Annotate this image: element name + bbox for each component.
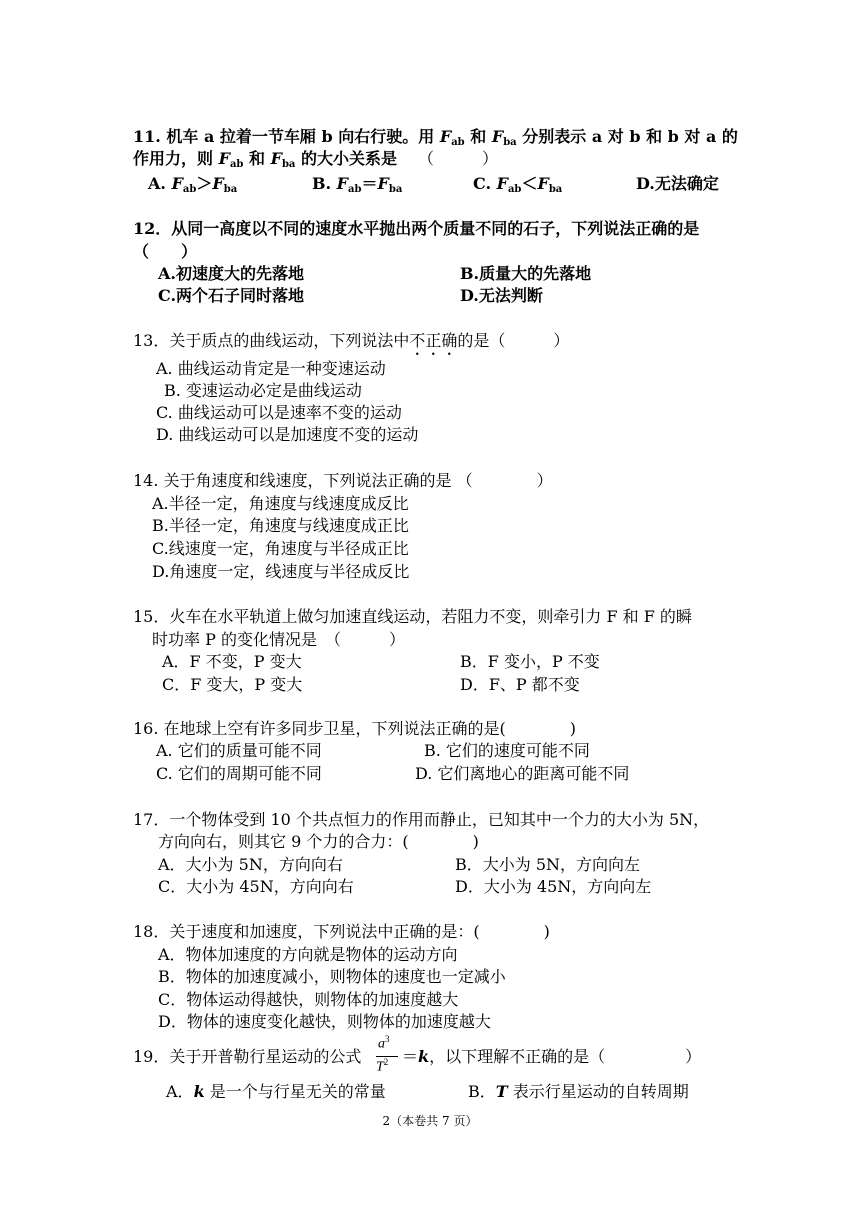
q15-option-b: B．F 变小，P 不变	[460, 652, 600, 671]
q13-option-c: C. 曲线运动可以是速率不变的运动	[156, 403, 402, 422]
q19-stem-prefix: 19．关于开普勒行星运动的公式	[133, 1047, 362, 1066]
q17-option-b: B．大小为 5N，方向向左	[455, 855, 641, 874]
op: ＜	[521, 174, 538, 193]
exp-3: 3	[385, 1034, 390, 1044]
q18-option-a: A．物体加速度的方向就是物体的运动方向	[158, 945, 458, 964]
sub-ab: ab	[348, 184, 362, 195]
q19-text: 是一个与行星无关的常量	[204, 1082, 386, 1101]
sub-ab: ab	[451, 137, 465, 148]
sub-ba: ba	[223, 184, 238, 195]
q19-stem-suffix	[402, 1046, 701, 1068]
q11-text: 分别表示 a 对 b 和 b 对 a 的	[516, 127, 738, 146]
q13-option-b: B. 变速运动必定是曲线运动	[164, 381, 362, 400]
q18-option-d: D．物体的速度变化越快，则物体的加速度越大	[158, 1012, 491, 1031]
q12-option-c: C.两个石子同时落地	[158, 286, 305, 305]
q17-option-a: A．大小为 5N，方向向右	[158, 855, 343, 874]
q14-stem: 14. 关于角速度和线速度，下列说法正确的是 （ ）	[133, 471, 553, 490]
var-T: T	[495, 1082, 508, 1101]
q11-option-b	[312, 173, 402, 201]
q16-option-b: B. 它们的速度可能不同	[424, 741, 590, 760]
option-label: A．	[166, 1082, 194, 1101]
option-label: C.	[473, 174, 497, 193]
formula-denominator	[376, 1057, 388, 1076]
q14-option-c: C.线速度一定，角速度与半径成正比	[152, 539, 409, 558]
q18-option-c: C．物体运动得越快，则物体的加速度越大	[158, 990, 459, 1009]
var-k: k	[418, 1047, 430, 1066]
q11-option-d: D.无法确定	[636, 174, 719, 193]
q15-stem-line1: 15．火车在水平轨道上做匀加速直线运动，若阻力不变，则牵引力 F 和 F 的瞬	[133, 607, 692, 626]
q12-option-b: B.质量大的先落地	[460, 264, 592, 283]
sub-ab: ab	[182, 184, 197, 195]
q17-stem-line2: 方向向右，则其它 9 个力的合力：( )	[158, 832, 479, 851]
equals: ＝	[402, 1047, 419, 1066]
q13-option-a: A. 曲线运动肯定是一种变速运动	[156, 359, 386, 378]
q12-stem: 12．从同一高度以不同的速度水平抛出两个质量不同的石子，下列说法正确的是	[133, 219, 700, 238]
q19-option-b	[468, 1081, 689, 1103]
q18-stem: 18．关于速度和加速度，下列说法中正确的是：( )	[133, 922, 550, 941]
var-F: F	[377, 174, 389, 193]
q16-stem: 16. 在地球上空有许多同步卫星，下列说法正确的是( )	[133, 719, 577, 738]
q19-text: ，以下理解不正确的是（ ）	[429, 1047, 702, 1066]
q11-line2	[133, 148, 397, 176]
op: ＝	[361, 174, 378, 193]
q14-option-b: B.半径一定，角速度与线速度成正比	[152, 516, 409, 535]
var-F: F	[171, 174, 183, 193]
q11-text: 作用力，则	[133, 149, 219, 168]
q13-option-d: D. 曲线运动可以是加速度不变的运动	[156, 425, 419, 444]
q15-option-c: C．F 变大，P 变大	[162, 675, 303, 694]
sub-ba: ba	[548, 184, 563, 195]
q11-text: 的大小关系是	[295, 149, 397, 168]
var-F: F	[491, 127, 504, 146]
q11-text: 和	[464, 127, 492, 146]
page-footer: 2（本卷共 7 页）	[382, 1114, 478, 1128]
option-label: B.	[312, 174, 337, 193]
sub-ba: ba	[281, 159, 296, 170]
sub-ab: ab	[229, 159, 244, 170]
q15-option-d: D．F、P 都不变	[460, 675, 580, 694]
q19-text: 表示行星运动的自转周期	[507, 1082, 689, 1101]
q17-option-c: C．大小为 45N，方向向右	[158, 877, 354, 896]
q11-paren: （ ）	[418, 149, 499, 168]
q18-option-b: B．物体的加速度减小，则物体的速度也一定减小	[158, 967, 506, 986]
q19-option-a	[166, 1081, 386, 1103]
option-label: A.	[148, 174, 172, 193]
var-F: F	[439, 127, 452, 146]
var-F: F	[270, 149, 282, 168]
q12-option-d: D.无法判断	[460, 286, 543, 305]
q17-stem-line1: 17．一个物体受到 10 个共点恒力的作用而静止，已知其中一个力的大小为 5N，	[133, 810, 710, 829]
q13-text: 13．关于质点的曲线运动，下列说法中	[133, 331, 410, 350]
formula-numerator	[378, 1034, 390, 1053]
q16-option-c: C. 它们的周期可能不同	[156, 764, 322, 783]
option-label: B．	[468, 1082, 496, 1101]
var-F: F	[537, 174, 549, 193]
var-a: a	[378, 1036, 385, 1052]
q12-paren: （ ）	[133, 242, 198, 261]
var-k: k	[193, 1082, 205, 1101]
q15-stem-line2: 时功率 P 的变化情况是 （ ）	[152, 630, 405, 649]
q16-option-a: A. 它们的质量可能不同	[156, 741, 322, 760]
q14-option-d: D.角速度一定，线速度与半径成反比	[152, 562, 410, 581]
q16-option-d: D. 它们离地心的距离可能不同	[415, 764, 630, 783]
q17-option-d: D．大小为 45N，方向向左	[455, 877, 652, 896]
q13-text: 的是（ ）	[457, 331, 570, 350]
q13-stem	[133, 330, 569, 359]
var-F: F	[336, 174, 349, 193]
q15-option-a: A．F 不变，P 变大	[162, 652, 302, 671]
emphasis-text: 不正确	[409, 331, 458, 350]
op: ＞	[196, 174, 213, 193]
exp-2: 2	[383, 1057, 389, 1067]
q11-text: 11. 机车 a 拉着一节车厢 b 向右行驶。用	[133, 127, 440, 146]
q11-text: 和	[243, 149, 271, 168]
sub-ab: ab	[507, 184, 522, 195]
var-F: F	[496, 174, 508, 193]
var-F: F	[212, 174, 224, 193]
q11-option-a	[148, 173, 237, 201]
q14-option-a: A.半径一定，角速度与线速度成反比	[152, 494, 409, 513]
var-F: F	[218, 149, 230, 168]
var-T: T	[376, 1059, 384, 1075]
q11-option-c	[473, 173, 562, 201]
sub-ba: ba	[388, 184, 403, 195]
sub-ba: ba	[503, 137, 517, 148]
q12-option-a: A.初速度大的先落地	[158, 264, 304, 283]
